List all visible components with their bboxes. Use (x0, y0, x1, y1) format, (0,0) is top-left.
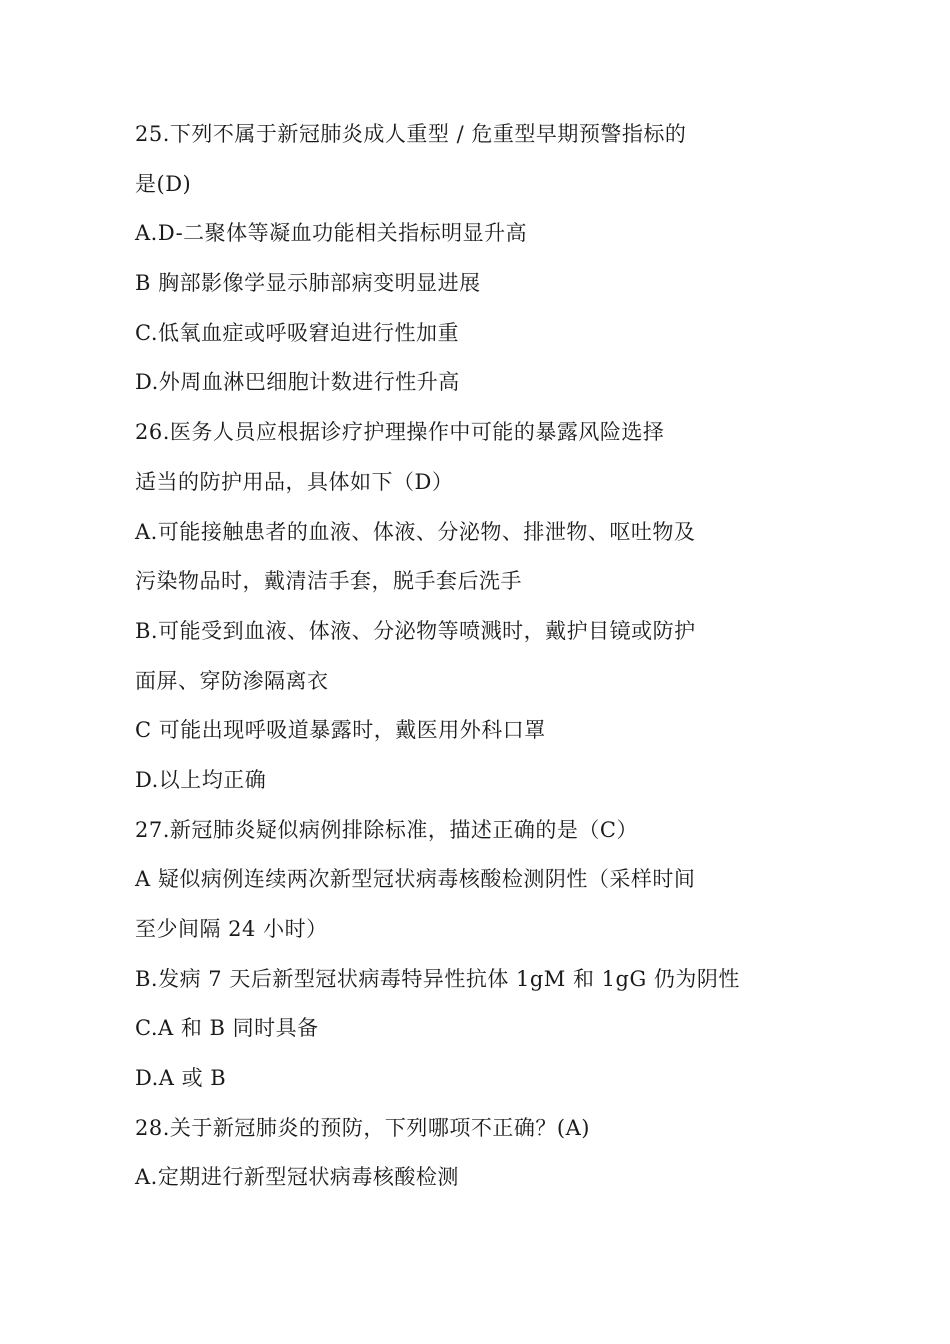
question-25-option-d: D.外周血淋巴细胞计数进行性升高 (135, 370, 460, 395)
question-25-option-a: A.D-二聚体等凝血功能相关指标明显升高 (135, 221, 528, 246)
question-26-option-b-continued: 面屏、穿防渗隔离衣 (135, 668, 329, 693)
question-26-stem: 26.医务人员应根据诊疗护理操作中可能的暴露风险选择 (135, 420, 665, 445)
question-27-option-a: A 疑似病例连续两次新型冠状病毒核酸检测阴性（采样时间 (135, 867, 696, 892)
question-25-option-c: C.低氧血症或呼吸窘迫进行性加重 (135, 320, 459, 345)
question-27-option-d: D.A 或 B (135, 1066, 227, 1091)
document-body (135, 110, 755, 1203)
question-25-stem-continued: 是(D) (135, 171, 192, 196)
question-27-stem: 27.新冠肺炎疑似病例排除标准，描述正确的是（C） (135, 817, 638, 842)
question-26-option-c: C 可能出现呼吸道暴露时，戴医用外科口罩 (135, 718, 546, 743)
question-27-option-a-continued: 至少间隔 24 小时） (135, 917, 328, 941)
question-26-stem-continued: 适当的防护用品，具体如下（D） (135, 469, 454, 494)
question-25-option-b: B 胸部影像学显示肺部病变明显进展 (135, 271, 481, 296)
question-26-option-a: A.可能接触患者的血液、体液、分泌物、排泄物、呕吐物及 (135, 519, 696, 544)
question-25-stem: 25.下列不属于新冠肺炎成人重型 / 危重型早期预警指标的 (135, 122, 687, 146)
question-28-stem: 28.关于新冠肺炎的预防，下列哪项不正确？(A) (135, 1115, 590, 1140)
question-27-option-c: C.A 和 B 同时具备 (135, 1016, 319, 1041)
question-26-option-a-continued: 污染物品时，戴清洁手套，脱手套后洗手 (135, 569, 522, 594)
question-26-option-d: D.以上均正确 (135, 767, 267, 792)
question-26-option-b: B.可能受到血液、体液、分泌物等喷溅时，戴护目镜或防护 (135, 618, 696, 643)
question-27-option-b: B.发病 7 天后新型冠状病毒特异性抗体 1gM 和 1gG 仍为阴性 (135, 966, 740, 991)
question-28-option-a: A.定期进行新型冠状病毒核酸检测 (135, 1165, 459, 1190)
